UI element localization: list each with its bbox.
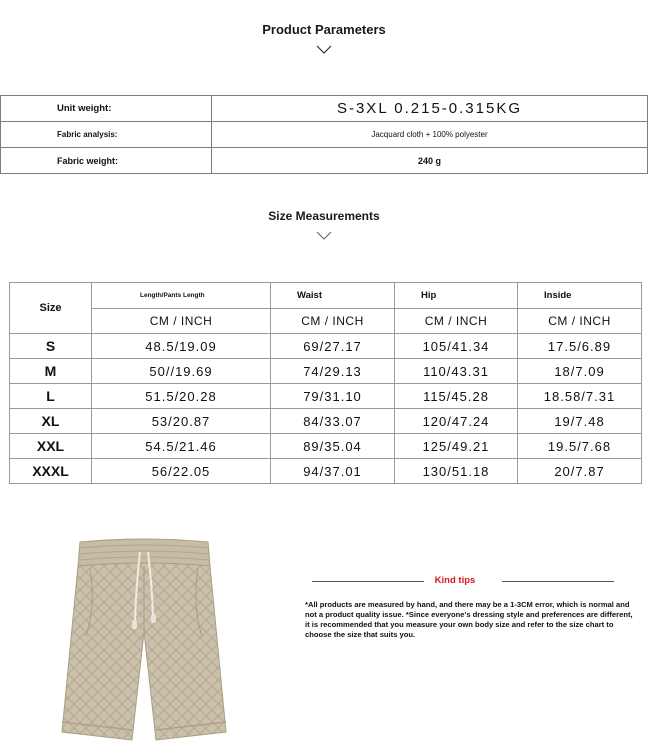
param-label: Fabric weight: — [1, 148, 212, 174]
param-row-unit-weight — [1, 96, 648, 122]
size-label: XL — [10, 409, 92, 434]
size-column-header: Size — [10, 283, 92, 334]
table-row — [10, 459, 642, 484]
size-measurements-title: Size Measurements — [268, 209, 380, 223]
column-header-inside: Inside — [518, 283, 642, 309]
hip-cell: 125/49.21 — [395, 434, 518, 459]
product-parameters-title: Product Parameters — [262, 22, 386, 37]
param-row-fabric-analysis — [1, 122, 648, 148]
table-row — [10, 409, 642, 434]
size-label: S — [10, 334, 92, 359]
param-label: Fabric analysis: — [1, 122, 212, 148]
length-cell: 56/22.05 — [92, 459, 271, 484]
waist-cell: 84/33.07 — [271, 409, 395, 434]
length-cell: 48.5/19.09 — [92, 334, 271, 359]
divider — [502, 581, 614, 582]
size-label: L — [10, 384, 92, 409]
parameters-table — [0, 95, 648, 174]
param-value: 240 g — [212, 148, 648, 174]
length-cell: 50//19.69 — [92, 359, 271, 384]
divider — [312, 581, 424, 582]
waist-cell: 94/37.01 — [271, 459, 395, 484]
hip-cell: 115/45.28 — [395, 384, 518, 409]
length-cell: 51.5/20.28 — [92, 384, 271, 409]
unit-label: CM / INCH — [518, 309, 642, 334]
column-header-hip: Hip — [395, 283, 518, 309]
param-label: Unit weight: — [1, 96, 212, 122]
unit-label: CM / INCH — [92, 309, 271, 334]
table-row — [10, 334, 642, 359]
param-row-fabric-weight — [1, 148, 648, 174]
size-label: M — [10, 359, 92, 384]
kind-tips-title: Kind tips — [434, 575, 476, 586]
unit-label: CM / INCH — [271, 309, 395, 334]
param-value: S-3XL 0.215-0.315KG — [212, 96, 648, 122]
table-row — [10, 359, 642, 384]
inside-cell: 18/7.09 — [518, 359, 642, 384]
param-value: Jacquard cloth + 100% polyester — [212, 122, 648, 148]
hip-cell: 130/51.18 — [395, 459, 518, 484]
shorts-illustration-icon — [56, 536, 232, 751]
inside-cell: 20/7.87 — [518, 459, 642, 484]
chevron-down-icon — [316, 45, 332, 55]
inside-cell: 19.5/7.68 — [518, 434, 642, 459]
waist-cell: 89/35.04 — [271, 434, 395, 459]
column-header-length: Length/Pants Length — [92, 283, 271, 309]
column-header-waist: Waist — [271, 283, 395, 309]
size-chart-table — [9, 282, 642, 484]
hip-cell: 105/41.34 — [395, 334, 518, 359]
unit-row — [10, 309, 642, 334]
inside-cell: 17.5/6.89 — [518, 334, 642, 359]
inside-cell: 19/7.48 — [518, 409, 642, 434]
table-row — [10, 384, 642, 409]
length-cell: 53/20.87 — [92, 409, 271, 434]
size-label: XXL — [10, 434, 92, 459]
size-header-row — [10, 283, 642, 309]
waist-cell: 79/31.10 — [271, 384, 395, 409]
waist-cell: 69/27.17 — [271, 334, 395, 359]
waist-cell: 74/29.13 — [271, 359, 395, 384]
hip-cell: 110/43.31 — [395, 359, 518, 384]
kind-tips-text: *All products are measured by hand, and there may be a 1-3CM error, which is normal and not a product quality issue. *Since everyone's dressing style and preferences are different, it is recommended that you measure your own body size and refer to the size chart to choose the size that suits you. — [305, 600, 633, 639]
hip-cell: 120/47.24 — [395, 409, 518, 434]
table-row — [10, 434, 642, 459]
inside-cell: 18.58/7.31 — [518, 384, 642, 409]
unit-label: CM / INCH — [395, 309, 518, 334]
chevron-down-icon — [316, 231, 332, 241]
length-cell: 54.5/21.46 — [92, 434, 271, 459]
size-label: XXXL — [10, 459, 92, 484]
